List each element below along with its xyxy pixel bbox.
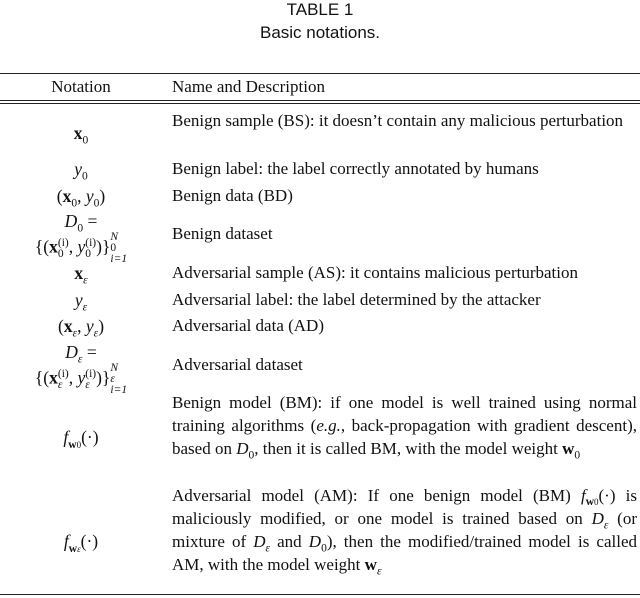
notation-y0: $y_0$: [74, 159, 88, 183]
notation-benign-model: $f_{w0}(\cdot)$: [63, 427, 99, 451]
description-benign-label: Benign label: the label correctly annotated by humans: [172, 159, 539, 178]
notation-benign-dataset: $D_0$ = {(x (i) 0 , y (i) 0 )} N 0 i=1: [34, 211, 128, 265]
notation-y-eps: $y_\varepsilon$: [74, 290, 88, 314]
notation-benign-data: ($x_0$, $y_0$): [56, 186, 106, 210]
notation-adversarial-dataset: $D_\varepsilon$ = {(x (i) ε , y (i) ε )} N ε i=1: [34, 342, 128, 396]
description-adversarial-model: Adversarial model (AM): If one benign model (BM) $f_{w0}(\cdot)$ is maliciously modified, or one model is trained based on $D_\varepsilon$ (or mixture of $D_\varepsilon$ and $D_0$), then the modified/trained model is called AM, with the model weight $w_\varepsilon$: [172, 486, 638, 578]
header-description: Name and Description: [172, 77, 325, 96]
top-rule: [0, 73, 640, 74]
description-benign-sample: Benign sample (BS): it doesn’t contain any malicious perturbation: [172, 111, 624, 130]
table-title: Basic notations.: [259, 23, 380, 42]
description-benign-data: Benign data (BD): [172, 186, 293, 205]
header-rule-1: [0, 100, 640, 101]
description-benign-dataset: Benign dataset: [172, 224, 273, 243]
table-label: TABLE 1: [286, 0, 354, 19]
notation-adversarial-data: ($x_\varepsilon$, $y_\varepsilon$): [57, 316, 105, 340]
description-adversarial-sample: Adversarial sample (AS): it contains malicious perturbation: [172, 263, 579, 282]
notation-adversarial-model: $f_{w\varepsilon}(\cdot)$: [63, 531, 99, 555]
header-rule-2: [0, 103, 640, 104]
notation-x-eps: $x_\varepsilon$: [74, 263, 88, 287]
description-benign-model: Benign model (BM): if one model is well trained using normal training algorithms (e.g., back-propagation with gradient descent), based on $D_0$, then it is called BM, with the model weight $w_0$: [172, 393, 637, 462]
notation-x0: $x_0$: [73, 123, 89, 147]
bottom-rule: [0, 594, 640, 595]
description-adversarial-label: Adversarial label: the label determined by the attacker: [172, 290, 541, 309]
description-adversarial-data: Adversarial data (AD): [172, 316, 324, 335]
description-adversarial-dataset: Adversarial dataset: [172, 355, 303, 374]
header-notation: Notation: [51, 77, 111, 96]
